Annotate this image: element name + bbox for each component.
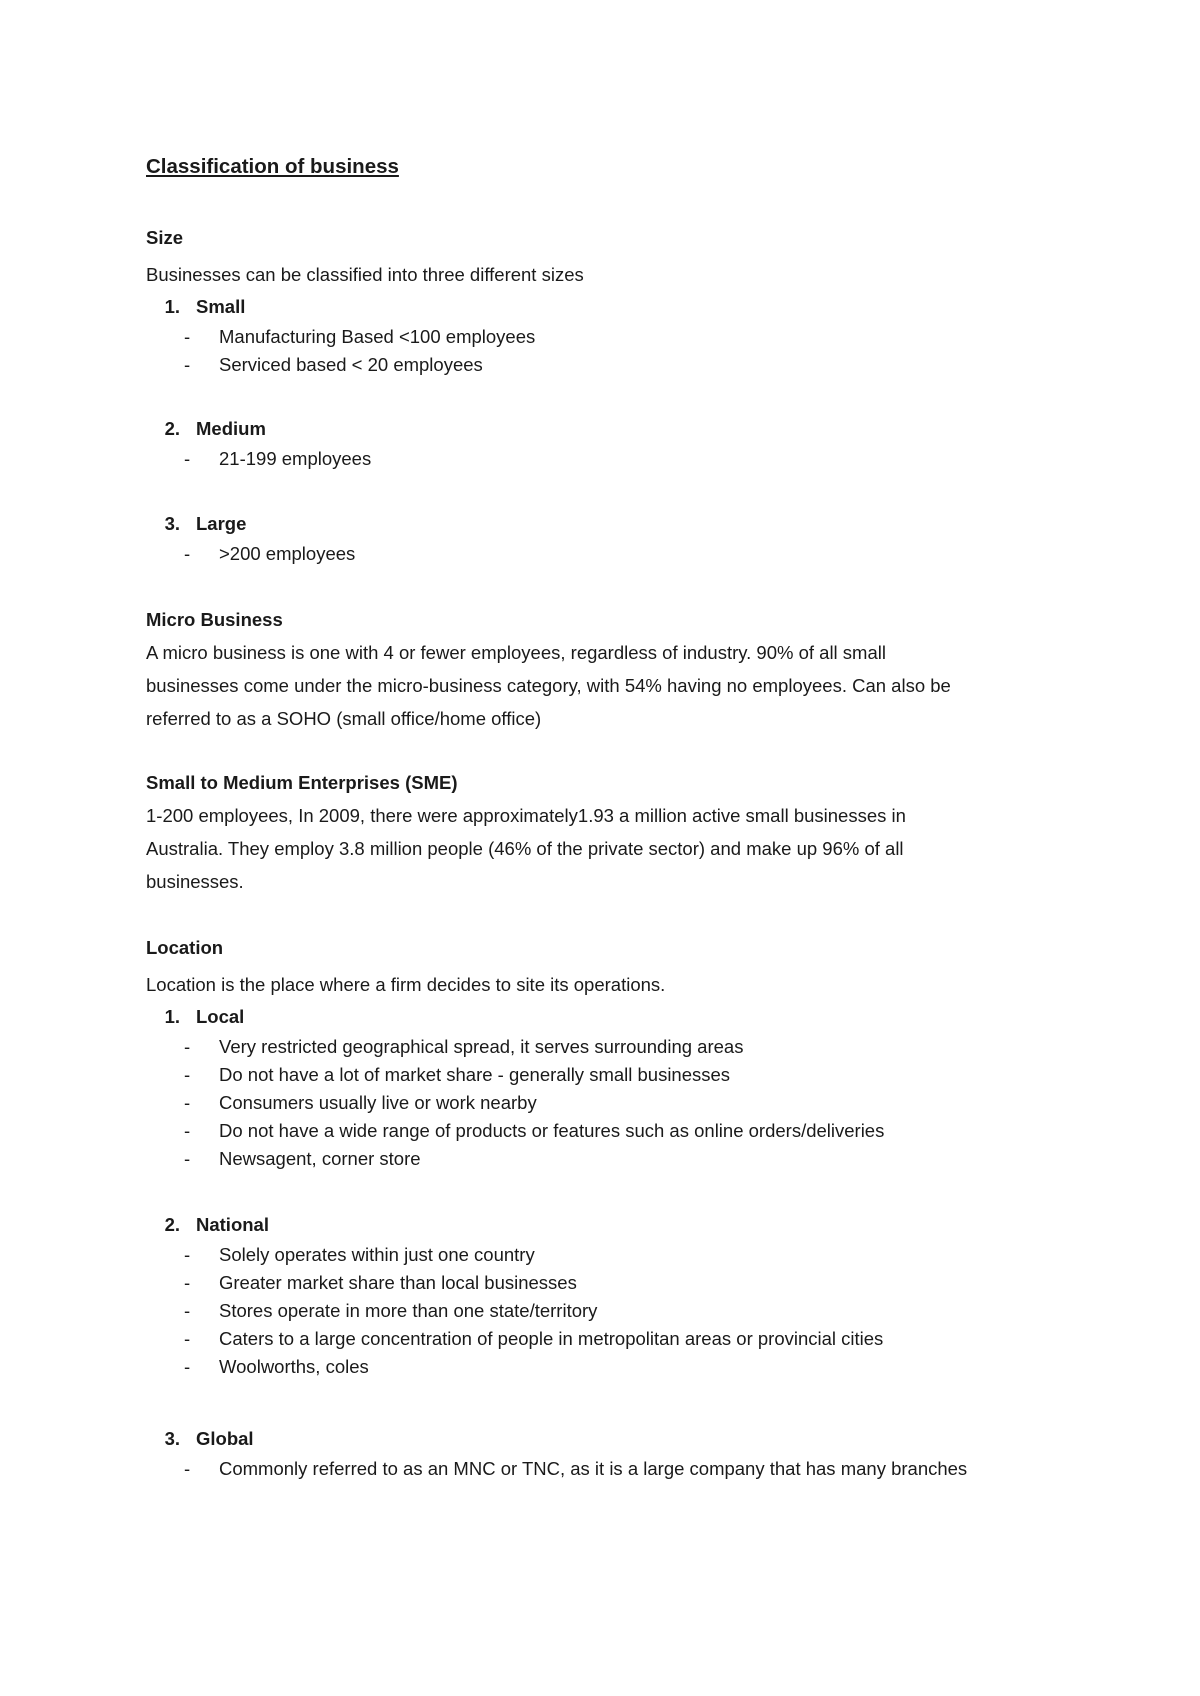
list-item: [146, 1325, 1086, 1353]
bullet-text: Stores operate in more than one state/territory: [219, 1300, 598, 1321]
location-item-local: [146, 1001, 1086, 1033]
sme-line: businesses.: [146, 871, 244, 892]
bullet-text: Manufacturing Based <100 employees: [219, 326, 536, 347]
dash: -: [184, 543, 191, 564]
list-item: [146, 1145, 1086, 1173]
item-number: 3.: [164, 1428, 180, 1449]
sme-line: Australia. They employ 3.8 million people (46% of the private sector) and make up 96% of all: [146, 838, 904, 859]
micro-heading: Micro Business: [146, 609, 283, 630]
document-title: Classification of business: [146, 155, 399, 178]
bullet-text: Solely operates within just one country: [219, 1244, 535, 1265]
micro-line: businesses come under the micro-business category, with 54% having no employees. Can also be: [146, 675, 951, 696]
size-item-medium: [146, 413, 1086, 445]
bullet-text: Woolworths, coles: [219, 1356, 369, 1377]
document-page: [146, 150, 1086, 1483]
dash: -: [184, 1272, 191, 1293]
sme-line: 1-200 employees, In 2009, there were approximately1.93 a million active small businesses in: [146, 805, 906, 826]
item-number: 3.: [164, 513, 180, 534]
item-label: Medium: [196, 418, 266, 439]
item-number: 2.: [164, 418, 180, 439]
bullet-text: Very restricted geographical spread, it serves surrounding areas: [219, 1036, 744, 1057]
bullet-text: Do not have a wide range of products or features such as online orders/deliveries: [219, 1120, 885, 1141]
bullet-text: Caters to a large concentration of people in metropolitan areas or provincial cities: [219, 1328, 884, 1349]
dash: -: [184, 1458, 191, 1479]
dash: -: [184, 1120, 191, 1141]
item-label: Local: [196, 1006, 245, 1027]
list-item: [146, 445, 1086, 473]
item-label: National: [196, 1214, 269, 1235]
list-item: [146, 1269, 1086, 1297]
bullet-text: 21-199 employees: [219, 448, 372, 469]
dash: -: [184, 1148, 191, 1169]
item-number: 1.: [164, 296, 180, 317]
dash: -: [184, 326, 191, 347]
bullet-text: >200 employees: [219, 543, 356, 564]
item-number: 1.: [164, 1006, 180, 1027]
location-intro: Location is the place where a firm decides to site its operations.: [146, 974, 666, 995]
dash: -: [184, 1092, 191, 1113]
list-item: [146, 351, 1086, 379]
item-label: Large: [196, 513, 247, 534]
dash: -: [184, 1300, 191, 1321]
list-item: [146, 1455, 1086, 1483]
dash: -: [184, 448, 191, 469]
list-item: [146, 1089, 1086, 1117]
list-item: [146, 1033, 1086, 1061]
bullet-text: Do not have a lot of market share - generally small businesses: [219, 1064, 731, 1085]
dash: -: [184, 1036, 191, 1057]
size-heading: Size: [146, 227, 184, 248]
bullet-text: Newsagent, corner store: [219, 1148, 421, 1169]
micro-line: referred to as a SOHO (small office/home office): [146, 708, 542, 729]
item-label: Global: [196, 1428, 254, 1449]
size-item-small: [146, 291, 1086, 323]
list-item: [146, 1061, 1086, 1089]
location-heading: Location: [146, 937, 224, 958]
list-item: [146, 1297, 1086, 1325]
bullet-text: Greater market share than local businesses: [219, 1272, 577, 1293]
list-item: [146, 323, 1086, 351]
location-item-national: [146, 1209, 1086, 1241]
list-item: [146, 1117, 1086, 1145]
bullet-text: Consumers usually live or work nearby: [219, 1092, 537, 1113]
dash: -: [184, 1064, 191, 1085]
size-intro: Businesses can be classified into three different sizes: [146, 264, 584, 285]
dash: -: [184, 1244, 191, 1265]
dash: -: [184, 354, 191, 375]
item-label: Small: [196, 296, 246, 317]
bullet-text: Commonly referred to as an MNC or TNC, as it is a large company that has many branches: [219, 1458, 968, 1479]
item-number: 2.: [164, 1214, 180, 1235]
size-item-large: [146, 508, 1086, 540]
list-item: [146, 1241, 1086, 1269]
list-item: [146, 540, 1086, 568]
dash: -: [184, 1356, 191, 1377]
micro-line: A micro business is one with 4 or fewer employees, regardless of industry. 90% of all small: [146, 642, 886, 663]
list-item: [146, 1353, 1086, 1381]
bullet-text: Serviced based < 20 employees: [219, 354, 483, 375]
location-item-global: [146, 1423, 1086, 1455]
sme-heading: Small to Medium Enterprises (SME): [146, 772, 458, 793]
dash: -: [184, 1328, 191, 1349]
